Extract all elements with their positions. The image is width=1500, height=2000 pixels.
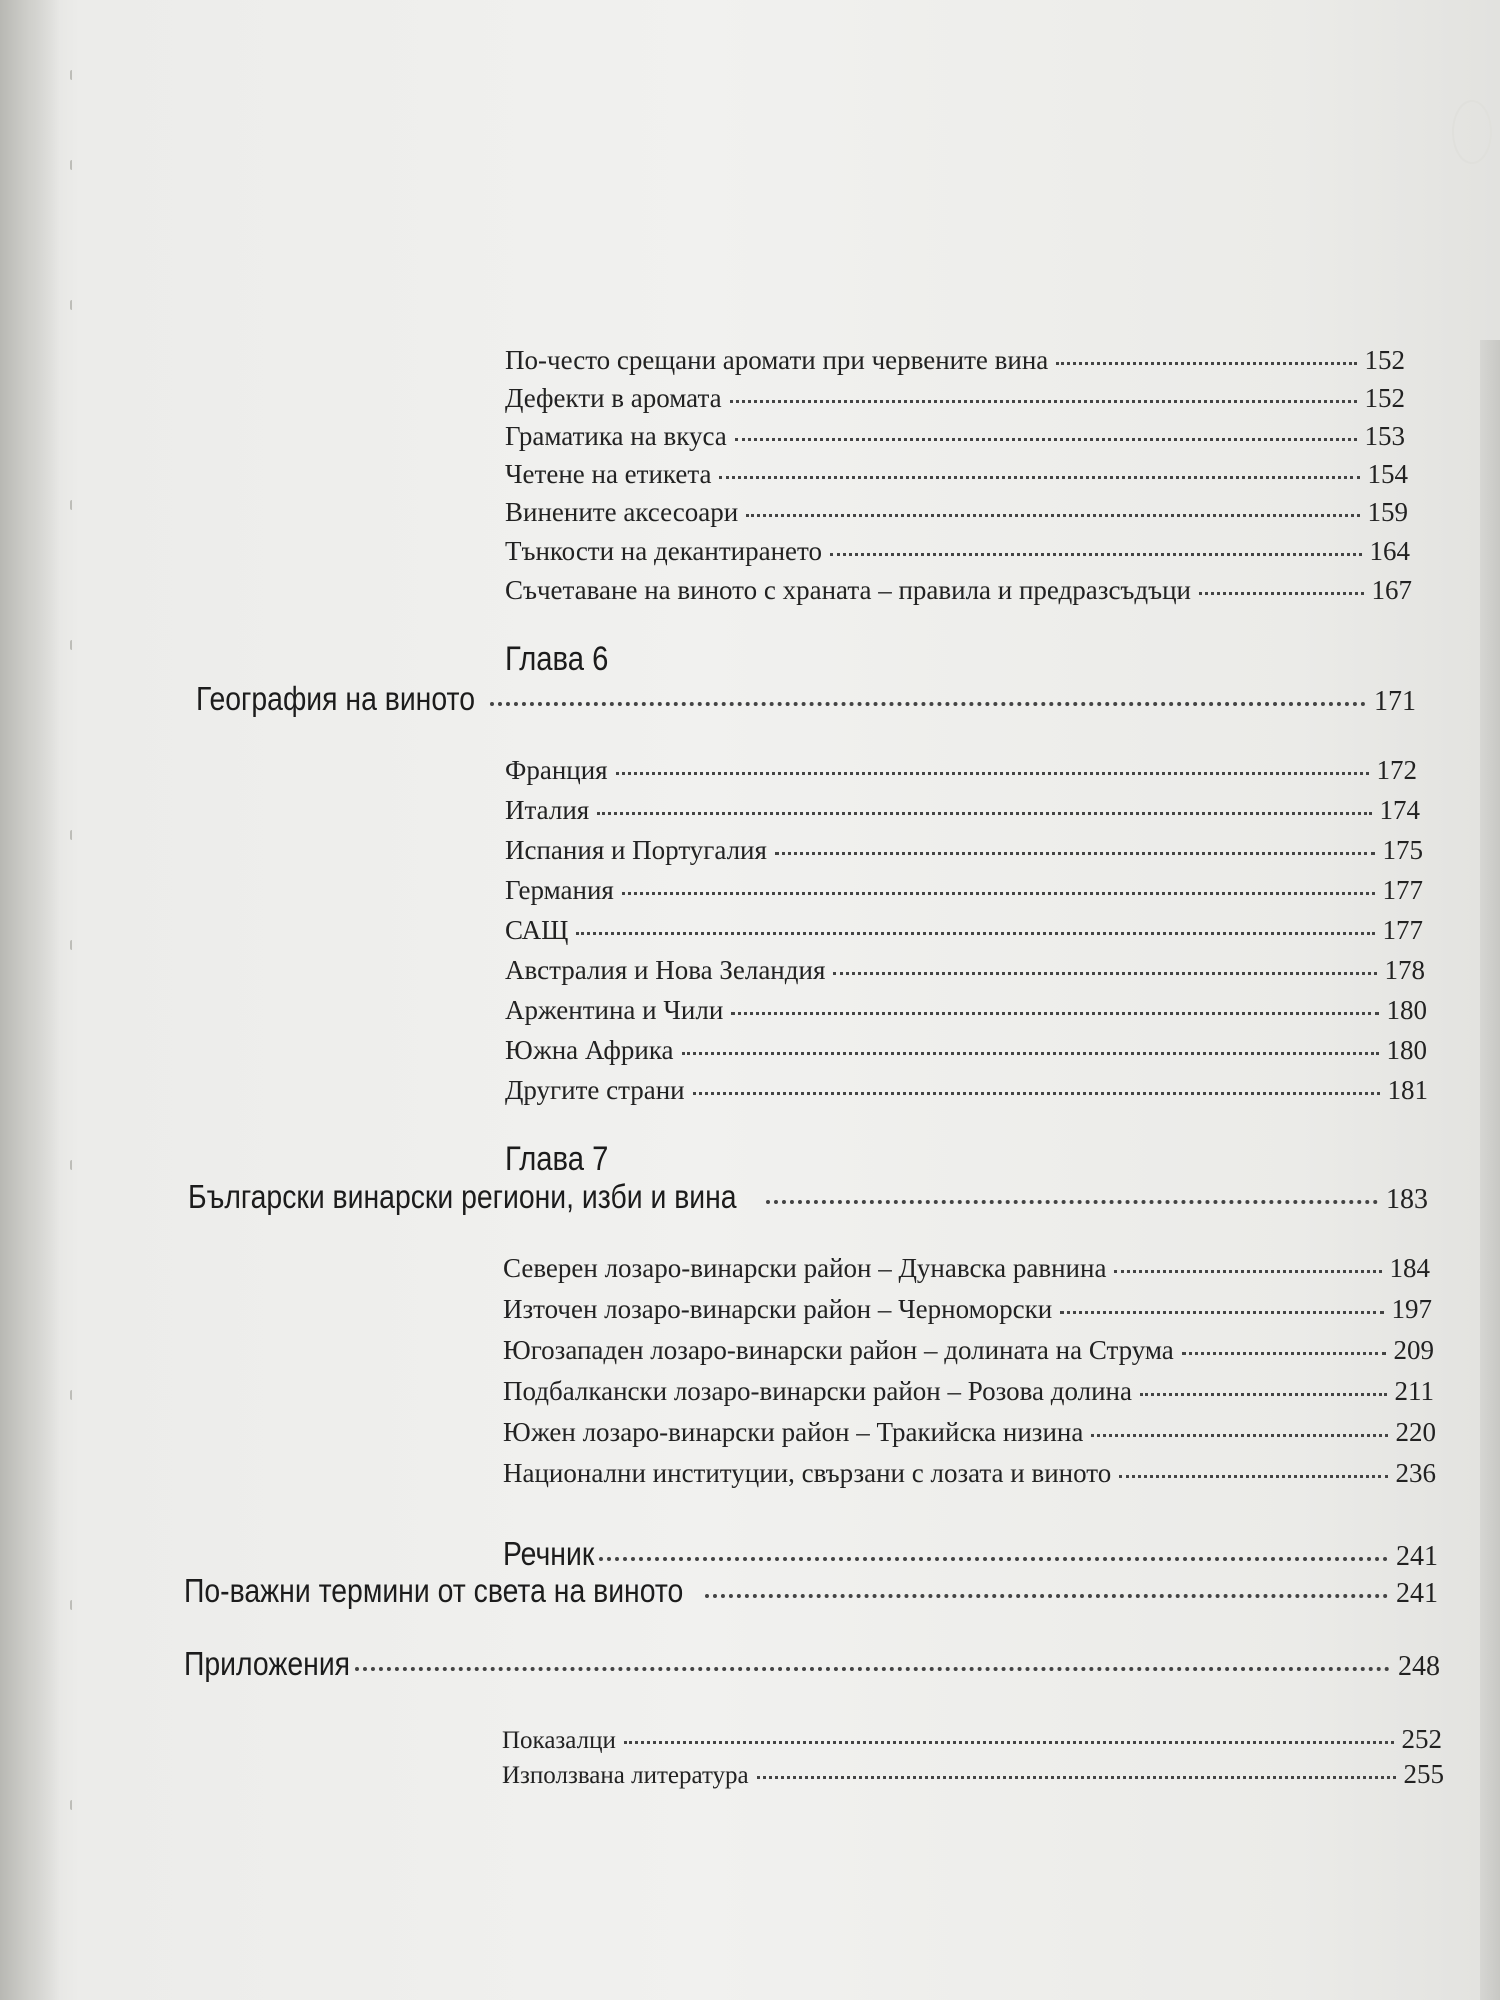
adjacent-page-edge xyxy=(1480,340,1500,2000)
page-gutter xyxy=(0,0,60,2000)
chapter-title: География на виното xyxy=(196,680,475,717)
binding-stitch xyxy=(70,940,78,950)
toc-entry-title: Национални институции, свързани с лозата и виното xyxy=(503,1458,1112,1488)
toc-entry-title: Испания и Португалия xyxy=(505,835,767,865)
leader-dots xyxy=(355,1667,1390,1671)
toc-entry-title: Югозападен лозаро-винарски район – долината на Струма xyxy=(503,1335,1174,1365)
toc-entry-title: Северен лозаро-винарски район – Дунавска равнина xyxy=(503,1253,1107,1283)
toc-entry xyxy=(505,875,1423,906)
toc-entry xyxy=(503,1376,1434,1407)
toc-entry xyxy=(502,1759,1444,1790)
chapter-title: Български винарски региони, изби и вина xyxy=(188,1178,737,1215)
leader-dots xyxy=(830,553,1362,556)
binding-stitch xyxy=(70,160,78,170)
leader-dots xyxy=(1060,1311,1383,1314)
leader-dots xyxy=(490,702,1366,706)
toc-entry-page: 178 xyxy=(1384,955,1425,985)
toc-entry xyxy=(505,575,1412,606)
leader-dots xyxy=(719,476,1359,479)
leader-dots xyxy=(599,1557,1388,1561)
toc-entry-page: 159 xyxy=(1367,497,1408,527)
chapter-label: Глава 6 xyxy=(505,640,609,678)
leader-dots xyxy=(731,1012,1378,1015)
toc-entry-page: 152 xyxy=(1364,383,1405,413)
toc-entry-page: 181 xyxy=(1387,1075,1428,1105)
leader-dots xyxy=(735,438,1357,441)
toc-entry-page: 174 xyxy=(1379,795,1420,825)
leader-dots xyxy=(616,772,1369,775)
binding-stitch xyxy=(70,70,78,80)
binding-stitch xyxy=(70,300,78,310)
terms-title: По-важни термини от света на виното xyxy=(184,1572,684,1609)
toc-entry-page: 177 xyxy=(1382,875,1423,905)
binding-stitch xyxy=(70,830,78,840)
binding-stitch xyxy=(70,1800,78,1810)
toc-entry-page: 220 xyxy=(1395,1417,1436,1447)
binding-stitch xyxy=(70,1160,78,1170)
toc-entry xyxy=(502,1724,1442,1755)
leader-dots xyxy=(705,1594,1388,1598)
appendices-title: Приложения xyxy=(184,1645,351,1682)
toc-entry-title: Италия xyxy=(505,795,590,825)
leader-dots xyxy=(682,1052,1379,1055)
leader-dots xyxy=(1091,1434,1387,1437)
appendices-page: 248 xyxy=(1398,1651,1440,1682)
leader-dots xyxy=(597,812,1371,815)
toc-entry-page: 175 xyxy=(1382,835,1423,865)
leader-dots xyxy=(624,1741,1394,1744)
chapter-page: 171 xyxy=(1374,686,1416,717)
glossary-title: Речник xyxy=(503,1535,595,1572)
toc-entry-title: Другите страни xyxy=(505,1075,685,1105)
toc-entry-page: 184 xyxy=(1389,1253,1430,1283)
toc-entry-title: САЩ xyxy=(505,915,569,945)
toc-entry xyxy=(505,421,1405,452)
leader-dots xyxy=(1199,592,1364,595)
toc-entry xyxy=(505,345,1405,376)
toc-entry-page: 152 xyxy=(1364,345,1405,375)
toc-entry xyxy=(503,1458,1436,1489)
toc-entry-page: 153 xyxy=(1364,421,1405,451)
toc-entry-page: 172 xyxy=(1376,755,1417,785)
glossary-page: 241 xyxy=(1396,1541,1438,1572)
toc-entry-title: Източен лозаро-винарски район – Черноморски xyxy=(503,1294,1053,1324)
toc-entry xyxy=(505,755,1417,786)
leader-dots xyxy=(576,932,1374,935)
toc-entry-title: Съчетаване на виното с храната – правила и предразсъдъци xyxy=(505,575,1191,605)
toc-entry-title: Франция xyxy=(505,755,608,785)
toc-entry xyxy=(505,536,1410,567)
leader-dots xyxy=(622,892,1375,895)
toc-entry-page: 252 xyxy=(1401,1724,1442,1754)
leader-dots xyxy=(693,1092,1380,1095)
decorative-corner-mark xyxy=(1452,100,1492,164)
toc-major-entry xyxy=(503,1535,1438,1573)
binding-stitch xyxy=(70,500,78,510)
chapter-entry xyxy=(196,680,1416,718)
leader-dots xyxy=(757,1776,1396,1779)
terms-page: 241 xyxy=(1396,1578,1438,1609)
toc-entry xyxy=(505,1075,1428,1106)
toc-entry-page: 180 xyxy=(1386,1035,1427,1065)
binding-stitch xyxy=(70,1390,78,1400)
leader-dots xyxy=(1140,1393,1387,1396)
toc-entry-title: Винените аксесоари xyxy=(505,497,739,527)
toc-entry-title: Южен лозаро-винарски район – Тракийска низина xyxy=(503,1417,1084,1447)
chapter-label: Глава 7 xyxy=(505,1140,609,1178)
toc-entry-title: Германия xyxy=(505,875,614,905)
toc-entry xyxy=(505,995,1427,1026)
toc-entry-page: 236 xyxy=(1395,1458,1436,1488)
toc-entry-page: 180 xyxy=(1386,995,1427,1025)
toc-entry xyxy=(505,459,1408,490)
toc-entry-title: Аржентина и Чили xyxy=(505,995,724,1025)
toc-entry-title: Австралия и Нова Зеландия xyxy=(505,955,826,985)
toc-entry xyxy=(505,383,1405,414)
toc-entry xyxy=(503,1417,1436,1448)
binding-stitch xyxy=(70,1600,78,1610)
toc-entry-page: 177 xyxy=(1382,915,1423,945)
toc-entry-title: По-често срещани аромати при червените вина xyxy=(505,345,1049,375)
toc-entry xyxy=(505,835,1423,866)
leader-dots xyxy=(1114,1270,1381,1273)
leader-dots xyxy=(1056,362,1356,365)
leader-dots xyxy=(775,852,1375,855)
toc-entry-title: Граматика на вкуса xyxy=(505,421,727,451)
toc-entry-title: Южна Африка xyxy=(505,1035,674,1065)
toc-entry xyxy=(503,1294,1432,1325)
leader-dots xyxy=(766,1200,1378,1204)
toc-entry-page: 154 xyxy=(1367,459,1408,489)
chapter-page: 183 xyxy=(1386,1184,1428,1215)
toc-entry xyxy=(505,955,1425,986)
toc-major-entry xyxy=(184,1572,1438,1610)
leader-dots xyxy=(1119,1475,1387,1478)
toc-entry-page: 164 xyxy=(1369,536,1410,566)
toc-entry xyxy=(505,1035,1427,1066)
toc-entry xyxy=(505,915,1423,946)
toc-entry-page: 197 xyxy=(1391,1294,1432,1324)
toc-entry-title: Показалци xyxy=(502,1727,616,1754)
binding-stitch xyxy=(70,640,78,650)
toc-entry-title: Подбалкански лозаро-винарски район – Розова долина xyxy=(503,1376,1132,1406)
toc-major-entry xyxy=(184,1645,1440,1683)
toc-entry-title: Дефекти в аромата xyxy=(505,383,722,413)
toc-entry-page: 209 xyxy=(1393,1335,1434,1365)
leader-dots xyxy=(833,972,1376,975)
leader-dots xyxy=(730,400,1357,403)
toc-entry-title: Тънкости на декантирането xyxy=(505,536,822,566)
leader-dots xyxy=(1182,1352,1386,1355)
toc-entry-page: 211 xyxy=(1394,1376,1434,1406)
toc-entry-title: Използвана литература xyxy=(502,1762,749,1789)
toc-entry-page: 167 xyxy=(1371,575,1412,605)
toc-entry xyxy=(505,795,1420,826)
leader-dots xyxy=(746,514,1359,517)
toc-entry-title: Четене на етикета xyxy=(505,459,712,489)
toc-entry xyxy=(503,1335,1434,1366)
toc-entry xyxy=(505,497,1408,528)
chapter-entry xyxy=(188,1178,1428,1216)
toc-entry-page: 255 xyxy=(1403,1759,1444,1789)
toc-entry xyxy=(503,1253,1430,1284)
